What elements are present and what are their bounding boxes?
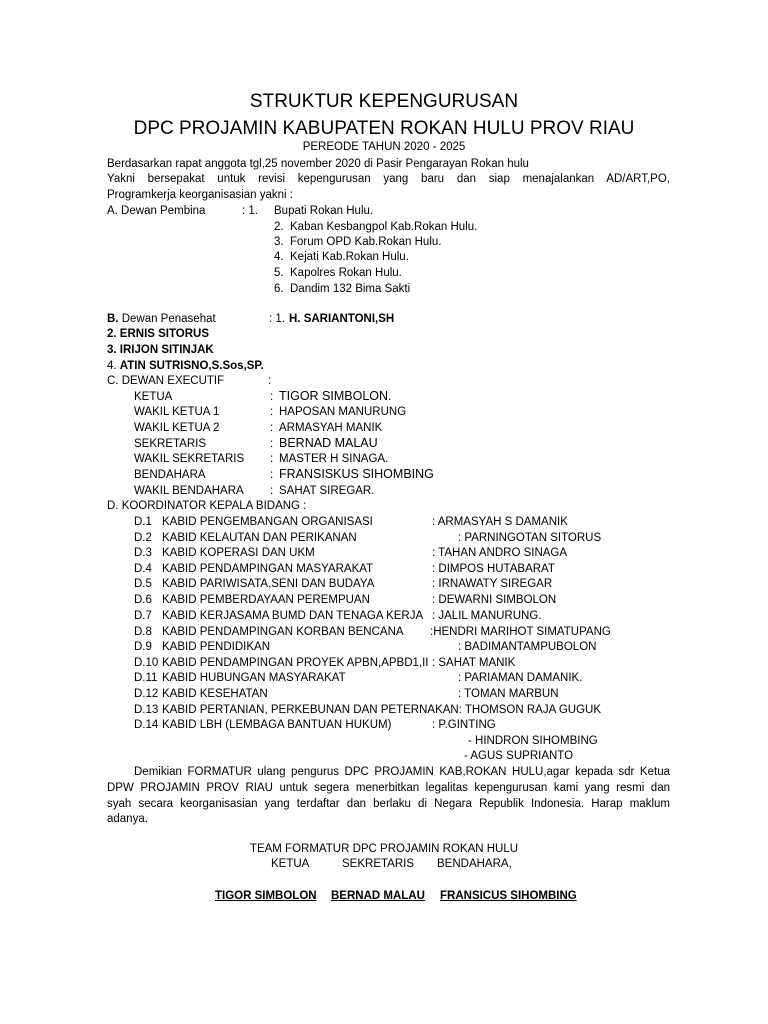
document-title: STRUKTUR KEPENGURUSAN [249,91,519,112]
executive-name: SAHAT SIREGAR. [279,485,375,497]
executive-colon: : [270,453,274,465]
closing-line-3: syah secara keorganisasian yang terdaftar dan berlaku di Negara Republik Indonesia. Harap maklum [107,798,670,810]
bidang-title: KABID LBH (LEMBAGA BANTUAN HUKUM) [162,719,392,731]
section-c-label: C. DEWAN EXECUTIF [107,375,225,387]
section-d-label: D. KOORDINATOR KEPALA BIDANG : [107,500,307,512]
bidang-head: :HENDRI MARIHOT SIMATUPANG [430,626,611,638]
bidang-title: KABID PENDAMPINGAN KORBAN BENCANA [162,626,404,638]
signer-sekretaris: BERNAD MALAU [331,890,425,902]
section-a-member: Forum OPD Kab.Rokan Hulu. [290,236,442,248]
bidang-head: : BADIMANTAMPUBOLON [458,641,597,653]
role-bendahara: BENDAHARA, [437,858,512,870]
role-ketua: KETUA [271,858,310,870]
section-b-first-name: H. SARIANTONI,SH [289,313,395,325]
executive-colon: : [270,469,274,481]
bidang-head: : TAHAN ANDRO SINAGA [432,547,568,559]
section-a-member: Dandim 132 Bima Sakti [290,283,411,295]
bidang-no: D.12 [134,688,159,700]
section-b-item-4-no: 4. [107,360,117,372]
bidang-title: KABID KESEHATAN [162,688,268,700]
bidang-no: D.13 [134,704,159,716]
bidang-no: D.3 [134,547,152,559]
section-a-member: Kejati Kab.Rokan Hulu. [290,251,409,263]
intro-line-1: Berdasarkan rapat anggota tgl,25 november 2020 di Pasir Pengarayan Rokan hulu [107,158,529,170]
section-a-member: Kaban Kesbangpol Kab.Rokan Hulu. [290,221,478,233]
bidang-no: D.7 [134,610,152,622]
bidang-head: : SAHAT MANIK [432,657,516,669]
bidang-title: KABID KERJASAMA BUMD DAN TENAGA KERJA [162,610,424,622]
executive-role: WAKIL KETUA 2 [134,422,220,434]
role-sekretaris: SEKRETARIS [342,858,414,870]
section-b-label [107,312,216,326]
bidang-head: : ARMASYAH S DAMANIK [432,516,568,528]
bidang-head: : IRNAWATY SIREGAR [432,578,553,590]
bidang-title: KABID HUBUNGAN MASYARAKAT [162,672,346,684]
bidang-title: KABID KELAUTAN DAN PERIKANAN [162,532,357,544]
bidang-no: D.11 [134,672,158,684]
signer-ketua: TIGOR SIMBOLON [215,890,317,902]
section-a-member-no: 5. [274,267,284,279]
bidang-title: KABID PARIWISATA,SENI DAN BUDAYA [162,578,375,590]
section-a-first-prefix: : 1. [242,205,258,217]
executive-role: BENDAHARA [134,469,206,481]
executive-name: HAPOSAN MANURUNG [279,406,407,418]
bidang-no: D.5 [134,578,152,590]
section-a-member-no: 3. [274,236,284,248]
bidang-title: KABID PEMBERDAYAAN PEREMPUAN [162,594,370,606]
closing-line-2: DPW PROJAMIN PROV RIAU untuk segera menerbitkan legalitas kepengurusan kami yang resmi dan [107,782,670,794]
section-a-label: A. Dewan Pembina [107,205,206,217]
document-subtitle: DPC PROJAMIN KABUPATEN ROKAN HULU PROV RIAU [133,118,635,139]
executive-colon: : [270,422,274,434]
closing-line-1: Demikian FORMATUR ulang pengurus DPC PROJAMIN KAB,ROKAN HULU,agar kepada sdr Ketua [134,766,670,778]
executive-role: WAKIL SEKRETARIS [134,453,245,465]
bidang-no: D.4 [134,563,152,575]
section-a-member: Kapolres Rokan Hulu. [290,267,402,279]
bidang-head: : PARIAMAN DAMANIK. [458,672,583,684]
section-a-member-no: 6. [274,283,284,295]
bidang-head: : TOMAN MARBUN [458,688,559,700]
bidang-no: D.10 [134,657,159,669]
bidang-head: : P.GINTING [432,719,496,731]
section-b-item: 2. ERNIS SITORUS [107,328,210,340]
bidang-extra-member: - AGUS SUPRIANTO [464,750,574,762]
section-b-item: 3. IRIJON SITINJAK [107,344,214,356]
bidang-extra-member: - HINDRON SIHOMBING [468,735,598,747]
bidang-head: : JALIL MANURUNG. [432,610,542,622]
executive-name: FRANSISKUS SIHOMBING [279,467,434,481]
executive-colon: : [270,438,274,450]
section-b-item-4-name: ATIN SUTRISNO,S.Sos,SP. [119,360,264,372]
executive-role: WAKIL BENDAHARA [134,485,244,497]
executive-name: TIGOR SIMBOLON. [279,389,392,403]
section-b-letter: B. [107,313,119,325]
closing-line-4: adanya. [107,813,148,825]
bidang-title: KABID KOPERASI DAN UKM [162,547,315,559]
section-c-colon: : [268,375,272,387]
executive-role: SEKRETARIS [134,438,206,450]
executive-colon: : [270,485,274,497]
executive-name: ARMASYAH MANIK [279,422,383,434]
section-a-member-no: 4. [274,251,284,263]
section-a-member: Bupati Rokan Hulu. [274,205,374,217]
executive-name: BERNAD MALAU [279,436,378,450]
bidang-no: D.2 [134,532,152,544]
bidang-no: D.8 [134,626,152,638]
team-formatur: TEAM FORMATUR DPC PROJAMIN ROKAN HULU [249,843,519,855]
signer-bendahara: FRANSICUS SIHOMBING [440,890,577,902]
intro-line-2: Yakni bersepakat untuk revisi kepengurusan yang baru dan siap menajalankan AD/ART,PO, [107,173,670,185]
bidang-title: KABID PERTANIAN, PERKEBUNAN DAN PETERNAKAN: THOMSON RAJA GUGUK [162,704,602,716]
bidang-title: KABID PENGEMBANGAN ORGANISASI [162,516,373,528]
bidang-head: : DIMPOS HUTABARAT [432,563,555,575]
bidang-title: KABID PENDIDIKAN [162,641,270,653]
section-a-member-no: 2. [274,221,284,233]
bidang-no: D.14 [134,719,159,731]
section-b-first-prefix: : 1. [269,313,285,325]
bidang-head: : PARNINGOTAN SITORUS [458,532,602,544]
section-b-item-4 [107,359,264,373]
intro-line-3: Programkerja keorganisasian yakni : [107,189,294,201]
bidang-no: D.1 [134,516,152,528]
bidang-head: : DEWARNI SIMBOLON [432,594,557,606]
executive-colon: : [270,406,274,418]
bidang-title: KABID PENDAMPINGAN PROYEK APBN,APBD1,II [162,657,429,669]
executive-colon: : [270,391,274,403]
section-b-text: Dewan Penasehat [118,313,216,325]
period-line: PEREODE TAHUN 2020 - 2025 [302,141,466,153]
executive-name: MASTER H SINAGA. [279,453,389,465]
executive-role: KETUA [134,391,173,403]
bidang-no: D.6 [134,594,152,606]
bidang-title: KABID PENDAMPINGAN MASYARAKAT [162,563,374,575]
bidang-no: D.9 [134,641,152,653]
executive-role: WAKIL KETUA 1 [134,406,220,418]
